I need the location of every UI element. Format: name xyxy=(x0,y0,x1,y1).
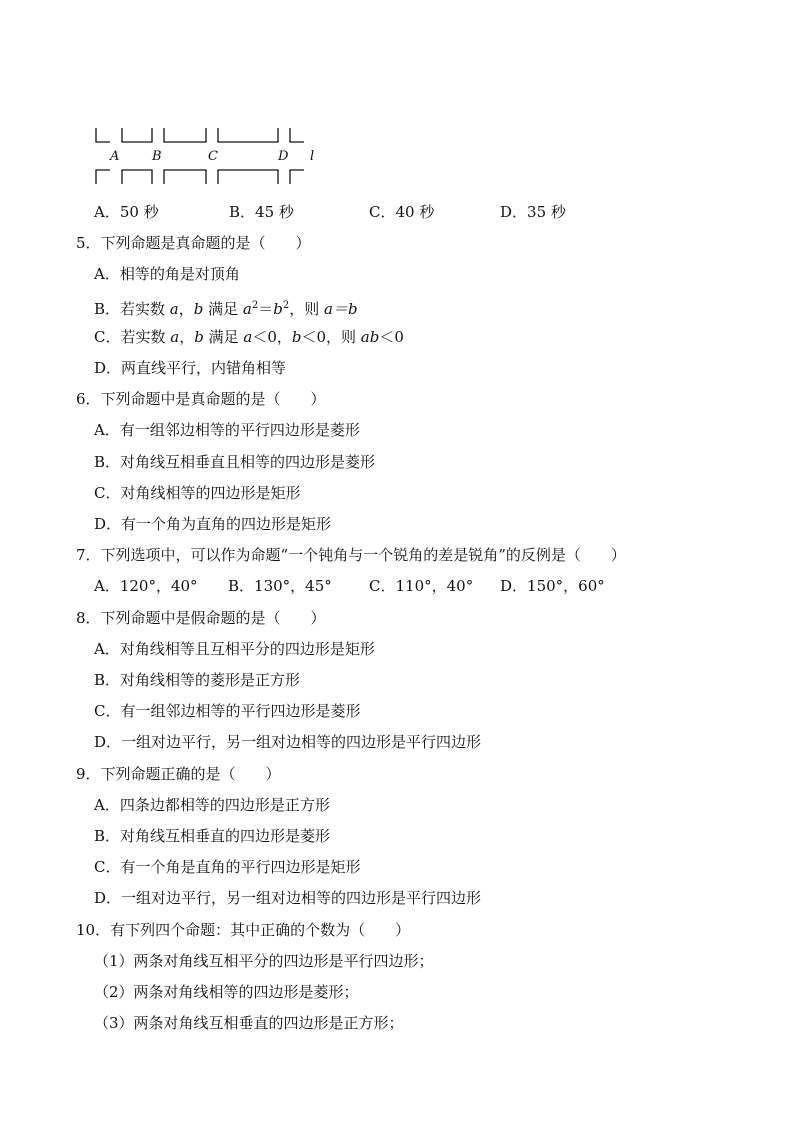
q6-option-a[interactable]: A．有一组邻边相等的平行四边形是菱形 xyxy=(94,421,360,439)
q4-option-c[interactable]: C．40 秒 xyxy=(369,203,435,221)
var-a: a xyxy=(243,328,253,346)
q5-option-a[interactable]: A．相等的角是对顶角 xyxy=(94,265,240,283)
q8-option-d[interactable]: D．一组对边平行，另一组对边相等的四边形是平行四边形 xyxy=(94,733,482,751)
q7-option-a[interactable]: A．120°，40° xyxy=(94,577,198,595)
q8-option-b[interactable]: B．对角线相等的菱形是正方形 xyxy=(94,671,301,689)
top-fence-c xyxy=(218,128,278,142)
var-b: b xyxy=(273,300,283,318)
q10-statement-2: （2）两条对角线相等的四边形是菱形； xyxy=(94,983,359,1001)
q6-option-b[interactable]: B．对角线互相垂直且相等的四边形是菱形 xyxy=(94,453,376,471)
q5-c-text4: ＜0， xyxy=(252,328,292,346)
exponent: 2 xyxy=(282,300,290,311)
q7-options xyxy=(94,576,605,596)
q10-stem: 10．有下列四个命题：其中正确的个数为（ ） xyxy=(76,921,411,939)
q8-option-a[interactable]: A．对角线相等且互相平分的四边形是矩形 xyxy=(94,640,375,658)
q5-b-text4: ，则 xyxy=(289,300,325,318)
q7-option-c[interactable]: C．110°，40° xyxy=(369,577,474,595)
q5-b-text2: ， xyxy=(178,300,194,318)
q5-c-text6: ＜0 xyxy=(379,328,404,346)
q8-option-c[interactable]: C．有一组邻边相等的平行四边形是菱形 xyxy=(94,702,361,720)
q5-option-c[interactable] xyxy=(94,327,404,347)
q6-option-d[interactable]: D．有一个角为直角的四边形是矩形 xyxy=(94,515,332,533)
label-l: l xyxy=(310,149,315,164)
q9-stem: 9．下列命题正确的是（ ） xyxy=(76,765,281,783)
var-b: b xyxy=(193,300,204,318)
var-a: a xyxy=(169,300,179,318)
q5-c-text5: ＜0，则 xyxy=(301,328,361,346)
q5-c-text1: C．若实数 xyxy=(94,328,171,346)
q5-c-text3: 满足 xyxy=(203,328,244,346)
q4-option-a[interactable]: A．50 秒 xyxy=(94,203,159,221)
bottom-fence-d xyxy=(290,170,304,184)
q6-stem: 6．下列命题中是真命题的是（ ） xyxy=(76,390,326,408)
q5-b-result: a＝b xyxy=(324,300,358,318)
var-a: a xyxy=(170,328,180,346)
q5-stem: 5．下列命题是真命题的是（ ） xyxy=(76,234,311,252)
exponent: 2 xyxy=(251,300,259,311)
equals: ＝ xyxy=(258,300,274,318)
q10-statement-1: （1）两条对角线互相平分的四边形是平行四边形； xyxy=(94,952,434,970)
road-fence-figure xyxy=(90,120,330,192)
bottom-fence-b xyxy=(164,170,206,184)
q10-statement-3: （3）两条对角线互相垂直的四边形是正方形； xyxy=(94,1014,404,1032)
top-fence-b xyxy=(164,128,206,142)
q7-option-d[interactable]: D．150°，60° xyxy=(500,577,605,595)
q7-option-b[interactable]: B．130°，45° xyxy=(228,577,332,595)
q9-option-c[interactable]: C．有一个角是直角的平行四边形是矩形 xyxy=(94,858,361,876)
top-fence-d xyxy=(290,128,304,142)
q7-stem: 7．下列选项中，可以作为命题“一个钝角与一个锐角的差是锐角”的反例是（ ） xyxy=(76,546,626,564)
q5-b-text1: B．若实数 xyxy=(94,300,170,318)
var-ab: ab xyxy=(360,328,380,346)
top-fence-0 xyxy=(96,128,110,142)
q5-option-b[interactable] xyxy=(94,296,358,319)
q5-c-text2: ， xyxy=(179,328,195,346)
bottom-fence-a xyxy=(122,170,152,184)
q4-option-d[interactable]: D．35 秒 xyxy=(500,203,566,221)
var-b: b xyxy=(194,328,204,346)
q4-option-b[interactable]: B．45 秒 xyxy=(229,203,294,221)
q4-options xyxy=(94,202,566,222)
label-a: A xyxy=(110,149,120,164)
label-d: D xyxy=(278,149,289,164)
q5-option-d[interactable]: D．两直线平行，内错角相等 xyxy=(94,359,287,377)
label-b: B xyxy=(152,149,162,164)
bottom-fence-0 xyxy=(96,170,110,184)
var-a: a xyxy=(242,300,252,318)
var-b: b xyxy=(291,328,302,346)
q9-option-a[interactable]: A．四条边都相等的四边形是正方形 xyxy=(94,796,330,814)
q5-b-text3: 满足 xyxy=(203,300,243,318)
q6-option-c[interactable]: C．对角线相等的四边形是矩形 xyxy=(94,484,301,502)
label-c: C xyxy=(208,149,218,164)
q8-stem: 8．下列命题中是假命题的是（ ） xyxy=(76,609,326,627)
top-fence-a xyxy=(122,128,152,142)
q9-option-d[interactable]: D．一组对边平行，另一组对边相等的四边形是平行四边形 xyxy=(94,889,482,907)
q9-option-b[interactable]: B．对角线互相垂直的四边形是菱形 xyxy=(94,827,331,845)
bottom-fence-c xyxy=(218,170,278,184)
